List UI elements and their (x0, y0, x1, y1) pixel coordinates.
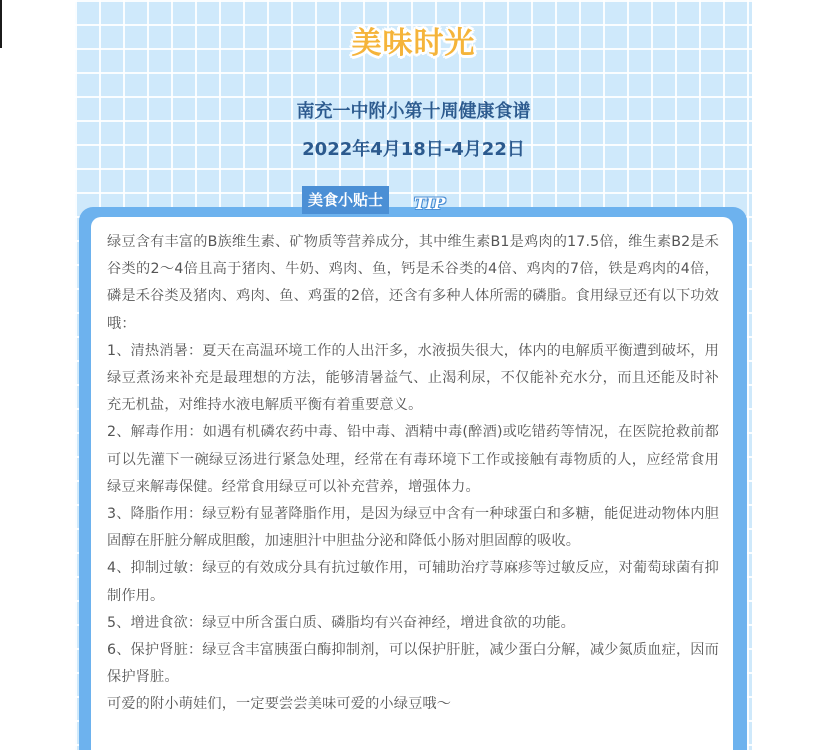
paragraph-kidney: 6、保护肾脏：绿豆含丰富胰蛋白酶抑制剂，可以保护肝脏，减少蛋白分解，减少氮质血症，因而保护肾脏。 (107, 642, 719, 686)
date-range: 2022年4月18日-4月22日 (302, 139, 525, 160)
page-title: 美味时光 (351, 26, 476, 61)
tip-badge: 美食小贴士 (302, 186, 389, 214)
menu-subtitle: 南充一中附小第十周健康食谱 (296, 101, 531, 122)
paragraph-detox: 2、解毒作用：如遇有机磷农药中毒、铅中毒、酒精中毒(醉酒)或吃错药等情况，在医院抢救前都可以先灌下一碗绿豆汤进行紧急处理，经常在有毒环境下工作或接触有毒物质的人，应经常食用绿豆来解毒保健。经常食用绿豆可以补充营养，增强体力。 (107, 424, 719, 495)
tip-header (302, 186, 446, 214)
paragraph-allergy: 4、抑制过敏：绿豆的有效成分具有抗过敏作用，可辅助治疗荨麻疹等过敏反应，对葡萄球菌有抑制作用。 (107, 560, 719, 604)
tip-script-label: TIP (414, 194, 446, 213)
tips-card-body (91, 217, 733, 750)
paragraph-closing: 可爱的附小萌娃们，一定要尝尝美味可爱的小绿豆哦～ (107, 696, 452, 713)
paragraph-heat-relief: 1、清热消暑：夏天在高温环境工作的人出汗多，水液损失很大，体内的电解质平衡遭到破坏，用绿豆煮汤来补充是最理想的方法，能够清暑益气、止渴利尿，不仅能补充水分，而且还能及时补充无机盐，对维持水液电解质平衡有着重要意义。 (107, 342, 719, 414)
article-panel (75, 0, 752, 750)
paragraph-lipid: 3、降脂作用：绿豆粉有显著降脂作用，是因为绿豆中含有一种球蛋白和多糖，能促进动物体内胆固醇在肝脏分解成胆酸，加速胆汁中胆盐分泌和降低小肠对胆固醇的吸收。 (107, 506, 719, 550)
paragraph-intro: 绿豆含有丰富的B族维生素、矿物质等营养成分，其中维生素B1是鸡肉的17.5倍，维生素B2是禾谷类的2～4倍且高于猪肉、牛奶、鸡肉、鱼，钙是禾谷类的4倍、鸡肉的7倍，铁是鸡肉的4倍，磷是禾谷类及猪肉、鸡肉、鱼、鸡蛋的2倍，还含有多种人体所需的磷脂。食用绿豆还有以下功效哦： (107, 234, 719, 332)
tips-text (107, 229, 719, 719)
window-edge (0, 0, 2, 48)
paragraph-appetite: 5、增进食欲：绿豆中所含蛋白质、磷脂均有兴奋神经，增进食欲的功能。 (107, 614, 575, 631)
tips-card (79, 207, 747, 750)
